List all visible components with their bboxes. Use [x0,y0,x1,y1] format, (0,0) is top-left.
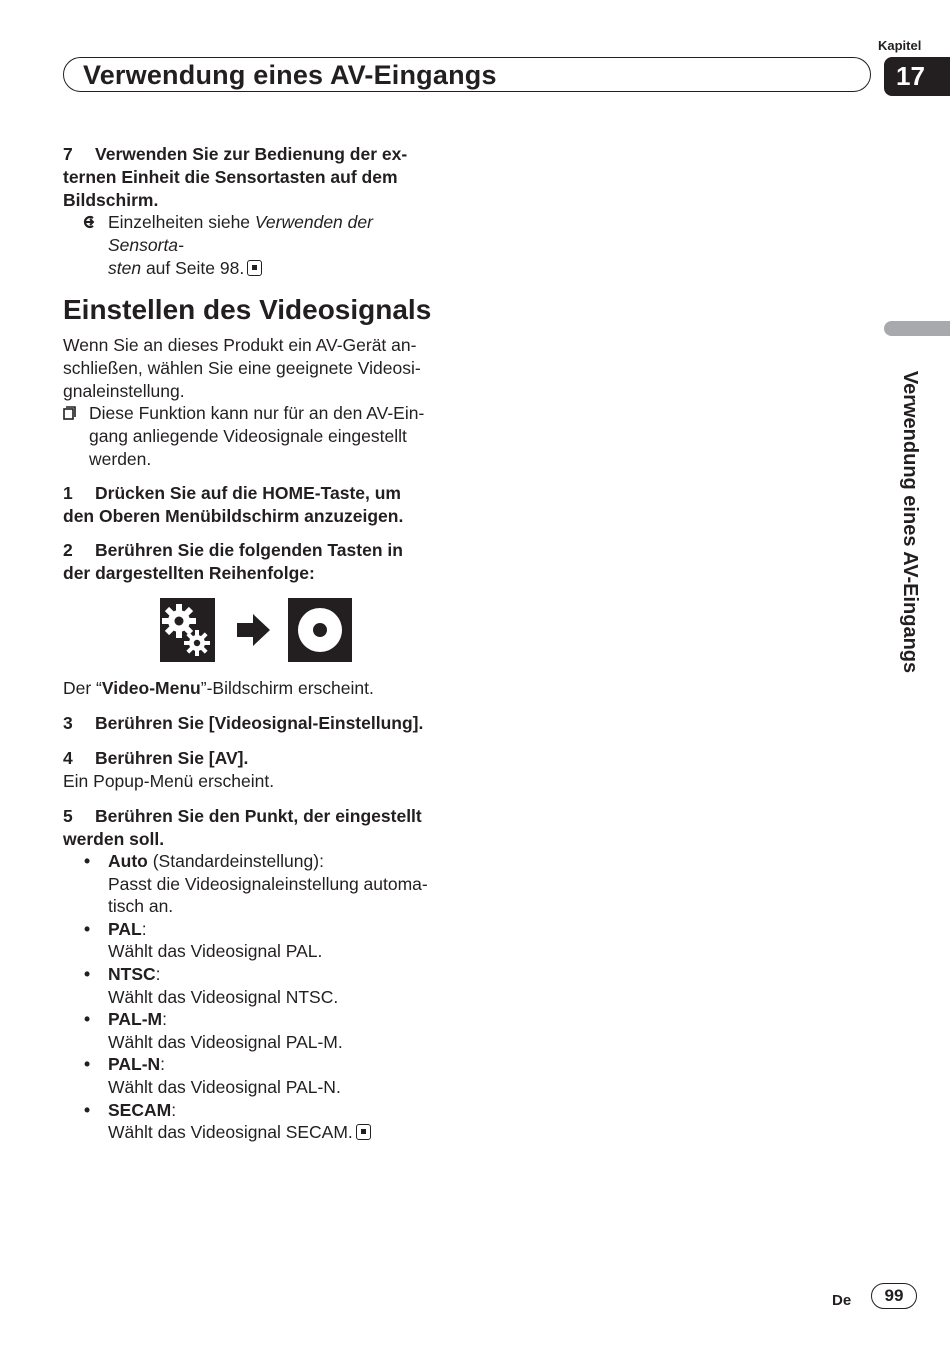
arrow-right-icon [237,612,271,648]
reference-suffix: auf Seite 98. [141,258,245,278]
step-number: 3 [63,713,73,733]
step-number: 5 [63,806,73,826]
step-5 [63,805,463,851]
step-text-line: werden soll. [63,829,165,849]
option-description: Wählt das Videosignal SECAM. [108,1122,353,1143]
section-title: Einstellen des Videosignals [63,294,432,325]
option-description: Wählt das Videosignal NTSC. [108,986,339,1007]
option-secam [80,1099,450,1144]
end-mark-icon [356,1124,371,1140]
option-name: Auto [108,851,148,871]
reference-link-title: Verwenden der Sensorta- [108,212,373,255]
option-name: SECAM [108,1099,172,1120]
screen-result [63,677,463,700]
step-text-line: Verwenden Sie zur Bedienung der ex- [95,144,408,164]
option-name: PAL-N [108,1054,161,1075]
step-text-line: Berühren Sie [AV]. [95,748,249,768]
step-number: 2 [63,540,73,560]
reference-prefix: Einzelheiten siehe [108,212,255,232]
step-4 [63,747,448,770]
step-text-line: ternen Einheit die Sensortasten auf dem [63,167,398,187]
step-text-line: Berühren Sie [Videosignal-Einstellung]. [95,713,424,733]
option-qualifier: : [160,1054,166,1075]
option-qualifier: (Standardeinstellung): [147,851,324,871]
intro-line: Wenn Sie an dieses Produkt ein AV-Gerät an- [63,335,417,355]
step-4-result: Ein Popup-Menü erscheint. [63,771,275,791]
bullet: • [84,963,91,984]
bullet: • [84,851,91,871]
chapter-label: Kapitel [878,38,922,53]
bullet: • [84,1009,91,1030]
step-text-line: der dargestellten Reihenfolge: [63,563,315,583]
reference-note [82,211,452,280]
chapter-number-badge: 17 [884,57,950,96]
reference-link-title: sten [108,258,142,278]
option-auto [80,850,450,918]
option-description: Wählt das Videosignal PAL. [108,941,323,962]
step-number: 1 [63,483,73,503]
option-name: NTSC [108,963,156,984]
option-description: Passt die Videosignaleinstellung automa- [108,873,428,894]
option-description: tisch an. [108,896,174,917]
chapter-title: Verwendung eines AV-Eingangs [83,60,497,90]
step-number: 7 [63,144,73,164]
bullet: • [84,918,91,939]
option-qualifier: : [141,918,147,939]
step-3 [63,712,463,735]
side-tab-title: Verwendung eines AV-Eingangs [899,370,921,674]
option-pal [80,918,450,963]
end-mark-icon [247,260,262,276]
note [63,402,453,471]
option-list [80,850,450,1144]
option-qualifier: : [162,1009,167,1030]
option-ntsc [80,963,450,1008]
step-text-line: Drücken Sie auf die HOME-Taste, um [95,483,401,503]
page-number: 99 [871,1283,917,1309]
screen-name: Video-Menu [101,678,201,698]
intro-line: schließen, wählen Sie eine geeignete Videosi- [63,358,421,378]
intro-line: gnaleinstellung. [63,381,185,401]
step-text-line: Bildschirm. [63,190,159,210]
option-name: PAL-M [108,1009,163,1030]
bullet: • [84,1054,91,1075]
option-description: Wählt das Videosignal PAL-M. [108,1031,343,1052]
checkbox-note-icon [63,406,76,420]
step-2 [63,539,448,585]
step-number: 4 [63,748,73,768]
disc-source-icon [288,598,352,662]
result-prefix: Der “ [63,678,102,698]
settings-gears-icon [160,598,215,662]
option-name: PAL [108,918,142,939]
option-qualifier: : [155,963,161,984]
option-qualifier: : [171,1099,177,1120]
step-1 [63,482,448,528]
reference-arrow-icon [82,215,96,229]
option-description: Wählt das Videosignal PAL-N. [108,1076,341,1097]
result-suffix: ”-Bildschirm erscheint. [200,678,374,698]
step-text-line: Berühren Sie die folgenden Tasten in [95,540,403,560]
step-text-line: Berühren Sie den Punkt, der eingestellt [95,806,422,826]
note-line: werden. [89,449,152,469]
section-intro [63,334,448,403]
note-line: Diese Funktion kann nur für an den AV-Ein- [89,403,425,423]
note-line: gang anliegende Videosignale eingestellt [89,426,407,446]
option-pal-n [80,1053,450,1098]
step-text-line: den Oberen Menübildschirm anzuzeigen. [63,506,404,526]
option-pal-m [80,1008,450,1053]
language-label: De [832,1292,852,1309]
step-7 [63,143,448,212]
bullet: • [84,1099,91,1120]
